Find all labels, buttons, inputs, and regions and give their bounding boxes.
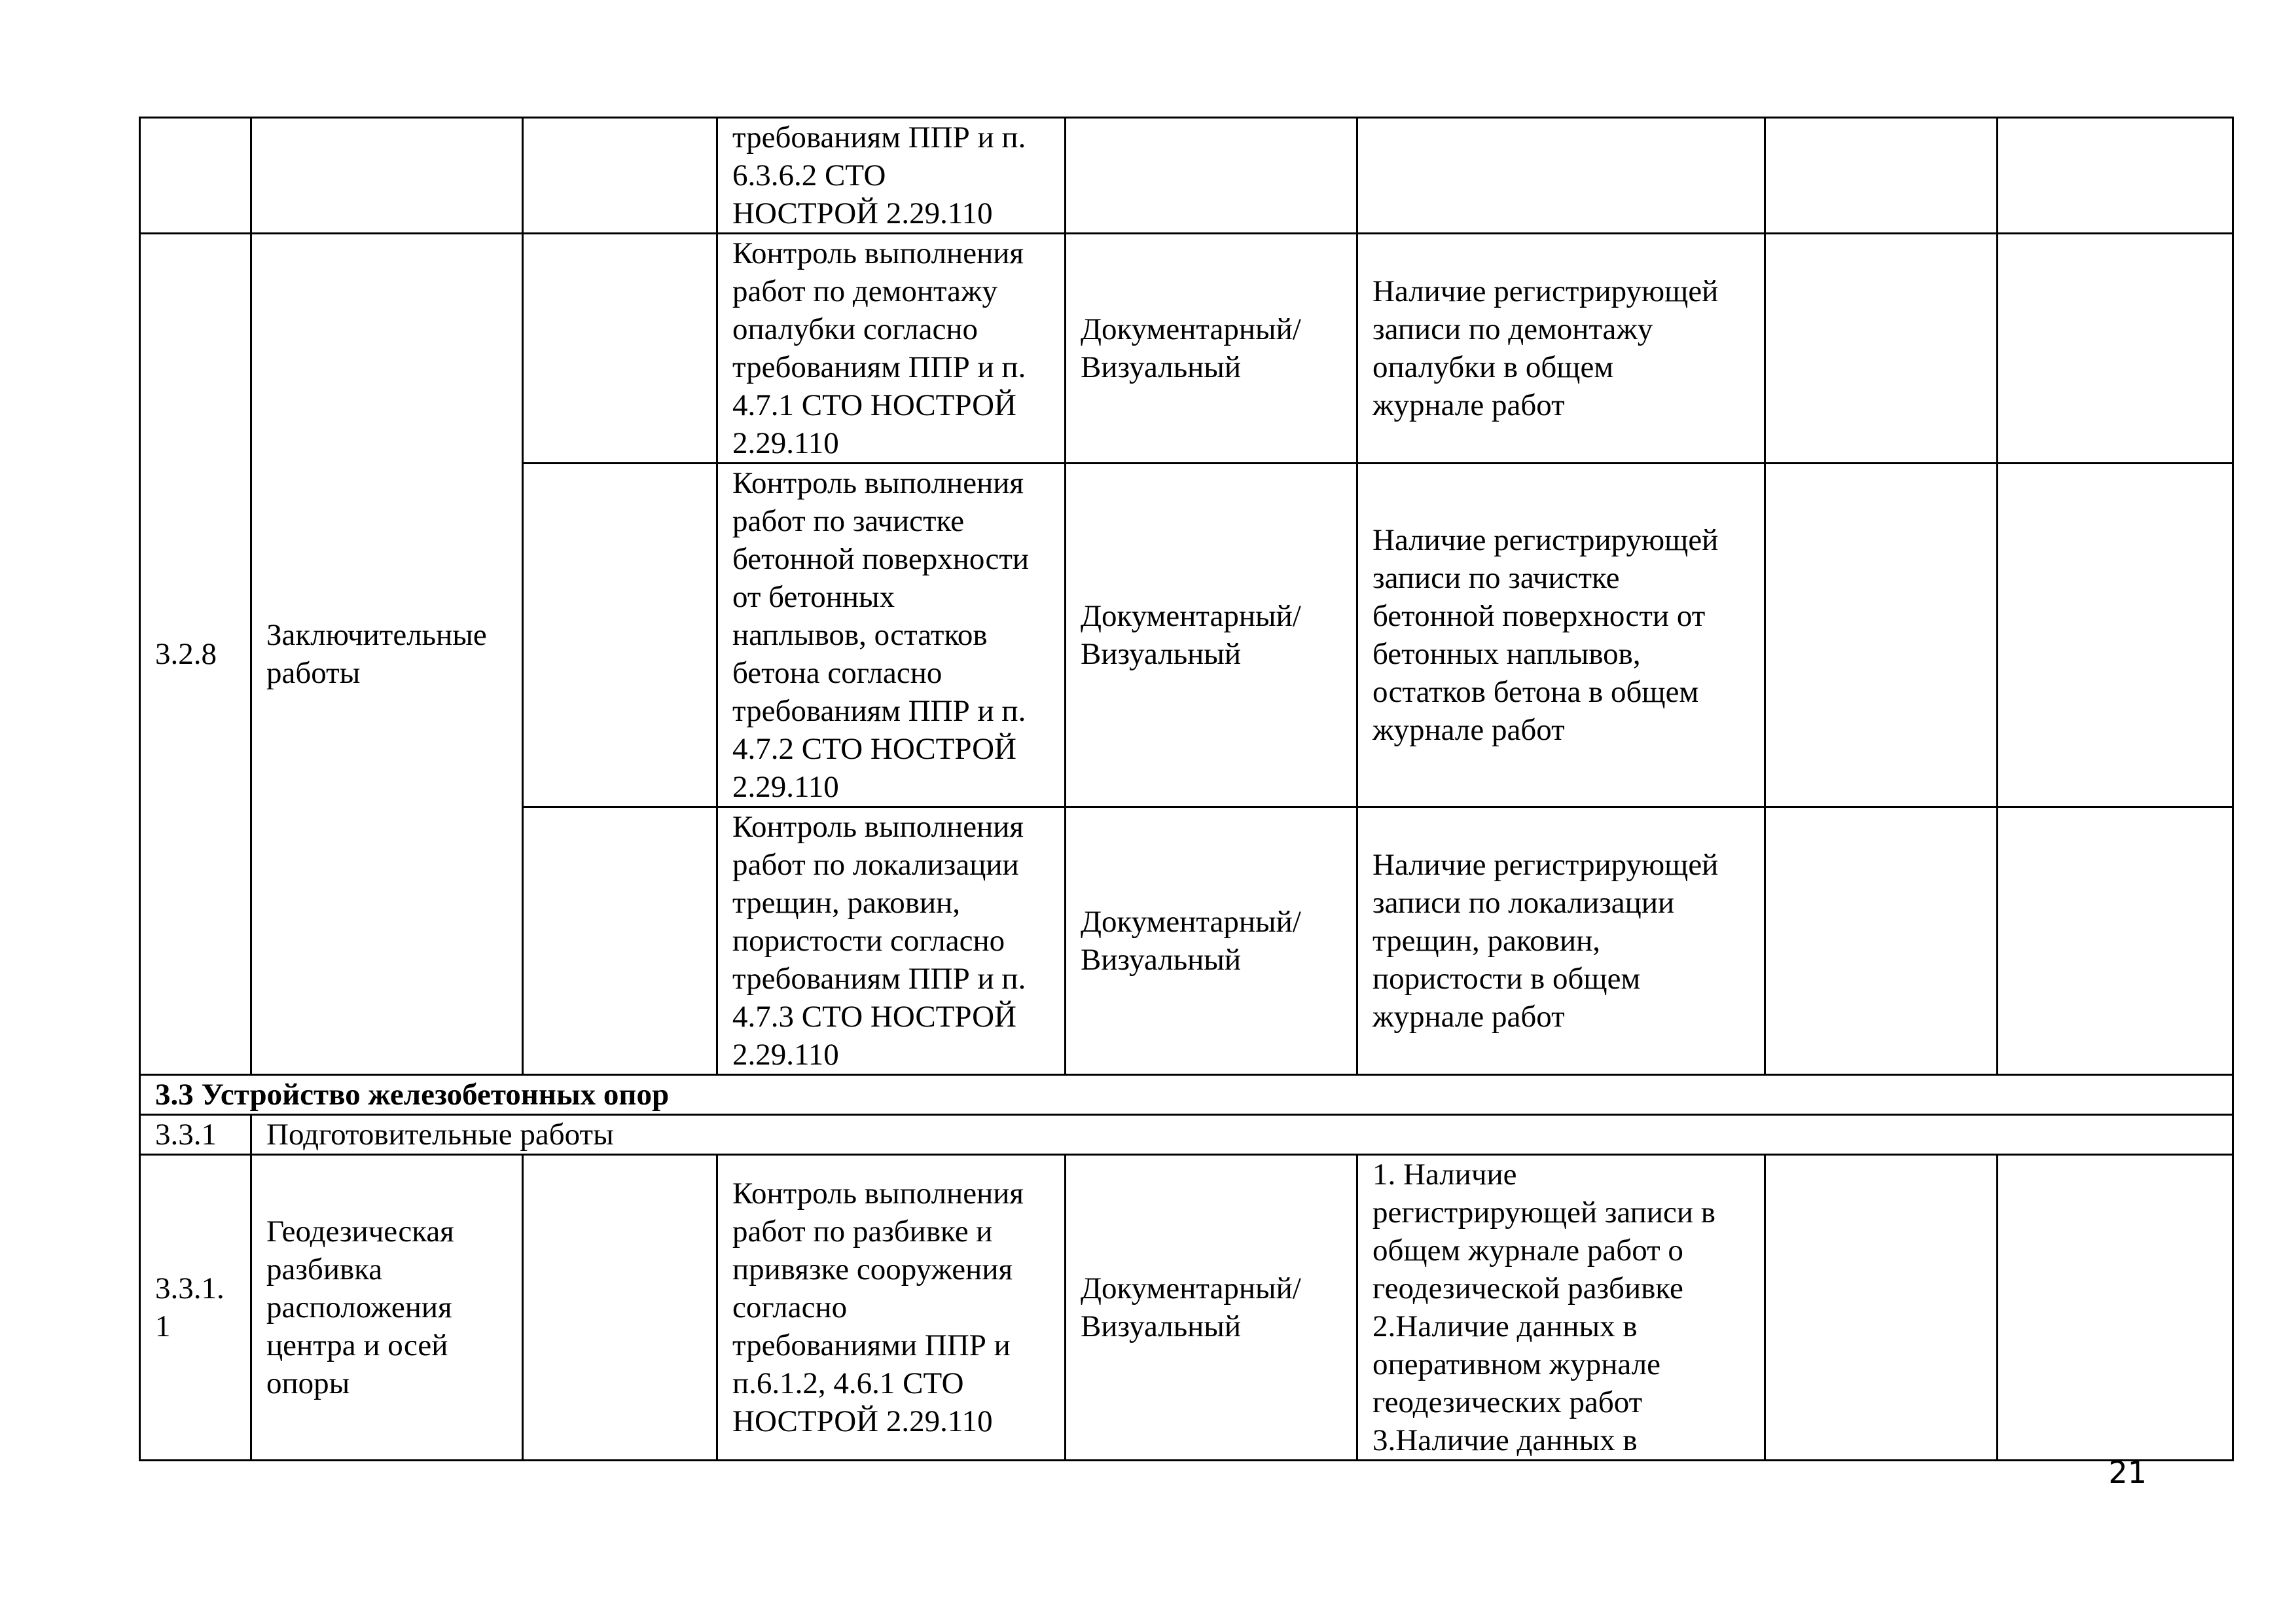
table-row [140,118,2233,234]
cell-result: Наличие регистрирующей записи по локализации трещин, раковин, пористости в общем журнале работ [1357,807,1765,1075]
cell-method: Документарный/ Визуальный [1066,807,1357,1075]
cell-empty [1765,464,1998,807]
cell-empty [523,118,717,234]
table-row [140,234,2233,464]
cell-result: Наличие регистрирующей записи по зачистке бетонной поверхности от бетонных наплывов, остатков бетона в общем журнале работ [1357,464,1765,807]
section-header-row [140,1075,2233,1115]
cell-work-name: Геодезическая разбивка расположения центра и осей опоры [251,1155,523,1461]
cell-result [1357,118,1765,234]
cell-control-text: Контроль выполнения работ по локализации трещин, раковин, пористости согласно требованиям ППР и п. 4.7.3 СТО НОСТРОЙ 2.29.110 [717,807,1066,1075]
cell-control-text: Контроль выполнения работ по разбивке и привязке сооружения согласно требованиями ППР и п.6.1.2, 4.6.1 СТО НОСТРОЙ 2.29.110 [717,1155,1066,1461]
cell-empty [1998,807,2233,1075]
page-number: 21 [2108,1455,2147,1490]
cell-number: 3.2.8 [140,234,251,1075]
section-title: 3.3 Устройство железобетонных опор [140,1075,2233,1115]
cell-empty [1998,118,2233,234]
cell-empty [1765,1155,1998,1461]
cell-empty [523,464,717,807]
cell-control-text: требованиям ППР и п. 6.3.6.2 СТО НОСТРОЙ 2.29.110 [717,118,1066,234]
cell-method: Документарный/ Визуальный [1066,1155,1357,1461]
cell-work-name: Заключительные работы [251,234,523,1075]
cell-empty [1765,118,1998,234]
cell-control-text: Контроль выполнения работ по зачистке бетонной поверхности от бетонных наплывов, остатков бетона согласно требованиям ППР и п. 4.7.2 СТО НОСТРОЙ 2.29.110 [717,464,1066,807]
cell-empty [1998,234,2233,464]
cell-result: 1. Наличие регистрирующей записи в общем журнале работ о геодезической разбивке 2.Наличие данных в оперативном журнале геодезических работ 3.Наличие данных в [1357,1155,1765,1461]
cell-empty [1998,1155,2233,1461]
cell-empty [1765,807,1998,1075]
subsection-title: Подготовительные работы [251,1115,2233,1155]
cell-number: 3.3.1 [140,1115,251,1155]
subsection-row [140,1115,2233,1155]
cell-number [140,118,251,234]
cell-empty [523,807,717,1075]
table-row [140,1155,2233,1461]
cell-method: Документарный/ Визуальный [1066,464,1357,807]
cell-work-name [251,118,523,234]
cell-empty [523,234,717,464]
cell-empty [1765,234,1998,464]
cell-empty [1998,464,2233,807]
cell-result: Наличие регистрирующей записи по демонтажу опалубки в общем журнале работ [1357,234,1765,464]
cell-control-text: Контроль выполнения работ по демонтажу опалубки согласно требованиям ППР и п. 4.7.1 СТО НОСТРОЙ 2.29.110 [717,234,1066,464]
cell-method: Документарный/ Визуальный [1066,234,1357,464]
control-table [139,117,2234,1461]
cell-method [1066,118,1357,234]
cell-empty [523,1155,717,1461]
cell-number: 3.3.1. 1 [140,1155,251,1461]
